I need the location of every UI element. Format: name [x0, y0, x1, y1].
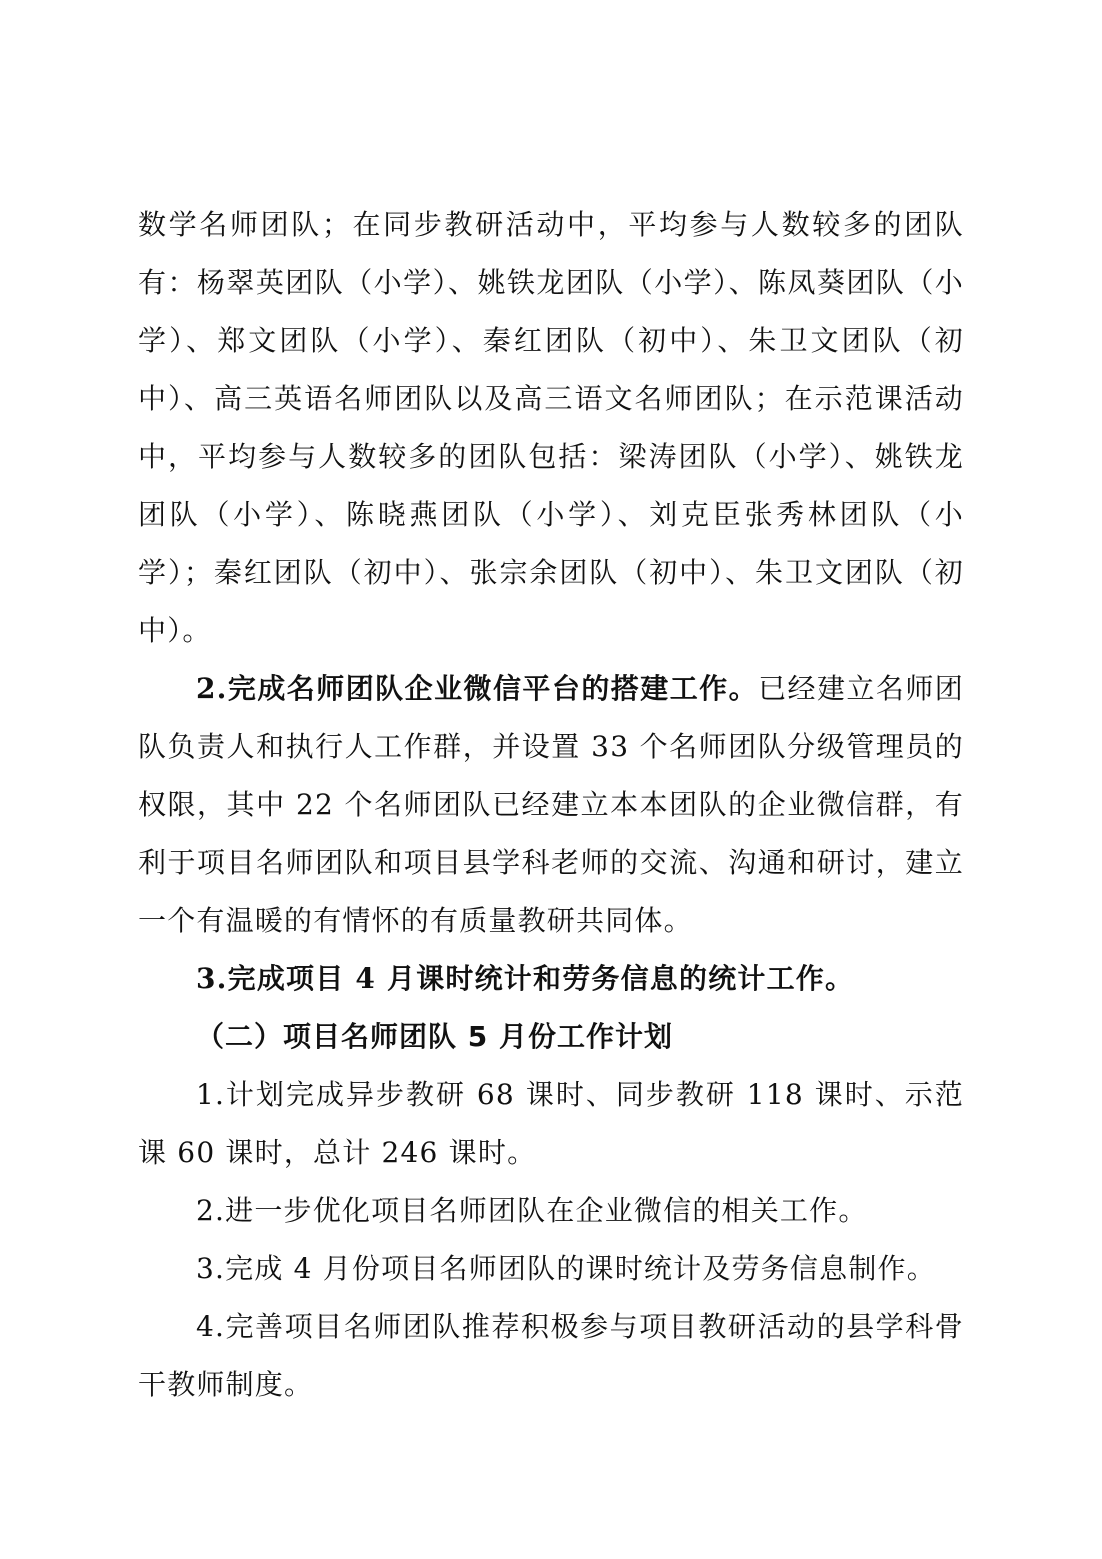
- paragraph-wechat-platform: [138, 660, 964, 950]
- section-heading-may-plan: （二）项目名师团队 5 月份工作计划: [196, 1020, 673, 1053]
- paragraph-wechat-lead: 2.完成名师团队企业微信平台的搭建工作。: [196, 672, 759, 705]
- paragraph-wechat-body: 已经建立名师团队负责人和执行人工作群，并设置 33 个名师团队分级管理员的权限，其中 22 个名师团队已经建立本本团队的企业微信群，有利于项目名师团队和项目县学科老师的交流、沟通和研讨，建立一个有温暖的有情怀的有质量教研共同体。: [138, 672, 965, 937]
- plan-item-2: 2.进一步优化项目名师团队在企业微信的相关工作。: [196, 1194, 868, 1227]
- paragraph-april-statistics: 3.完成项目 4 月课时统计和劳务信息的统计工作。: [196, 962, 855, 995]
- plan-item-1: 1.计划完成异步教研 68 课时、同步教研 118 课时、示范课 60 课时，总计 246 课时。: [138, 1078, 964, 1169]
- plan-item-4: 4.完善项目名师团队推荐积极参与项目教研活动的县学科骨干教师制度。: [138, 1310, 964, 1401]
- paragraph-team-participation: 数学名师团队；在同步教研活动中，平均参与人数较多的团队有：杨翠英团队（小学）、姚铁龙团队（小学）、陈凤葵团队（小学）、郑文团队（小学）、秦红团队（初中）、朱卫文团队（初中）、高三英语名师团队以及高三语文名师团队；在示范课活动中，平均参与人数较多的团队包括：梁涛团队（小学）、姚铁龙团队（小学）、陈晓燕团队（小学）、刘克臣张秀林团队（小学）；秦红团队（初中）、张宗余团队（初中）、朱卫文团队（初中）。: [138, 208, 964, 647]
- plan-item-3: 3.完成 4 月份项目名师团队的课时统计及劳务信息制作。: [196, 1252, 936, 1285]
- document-page: [138, 196, 964, 1414]
